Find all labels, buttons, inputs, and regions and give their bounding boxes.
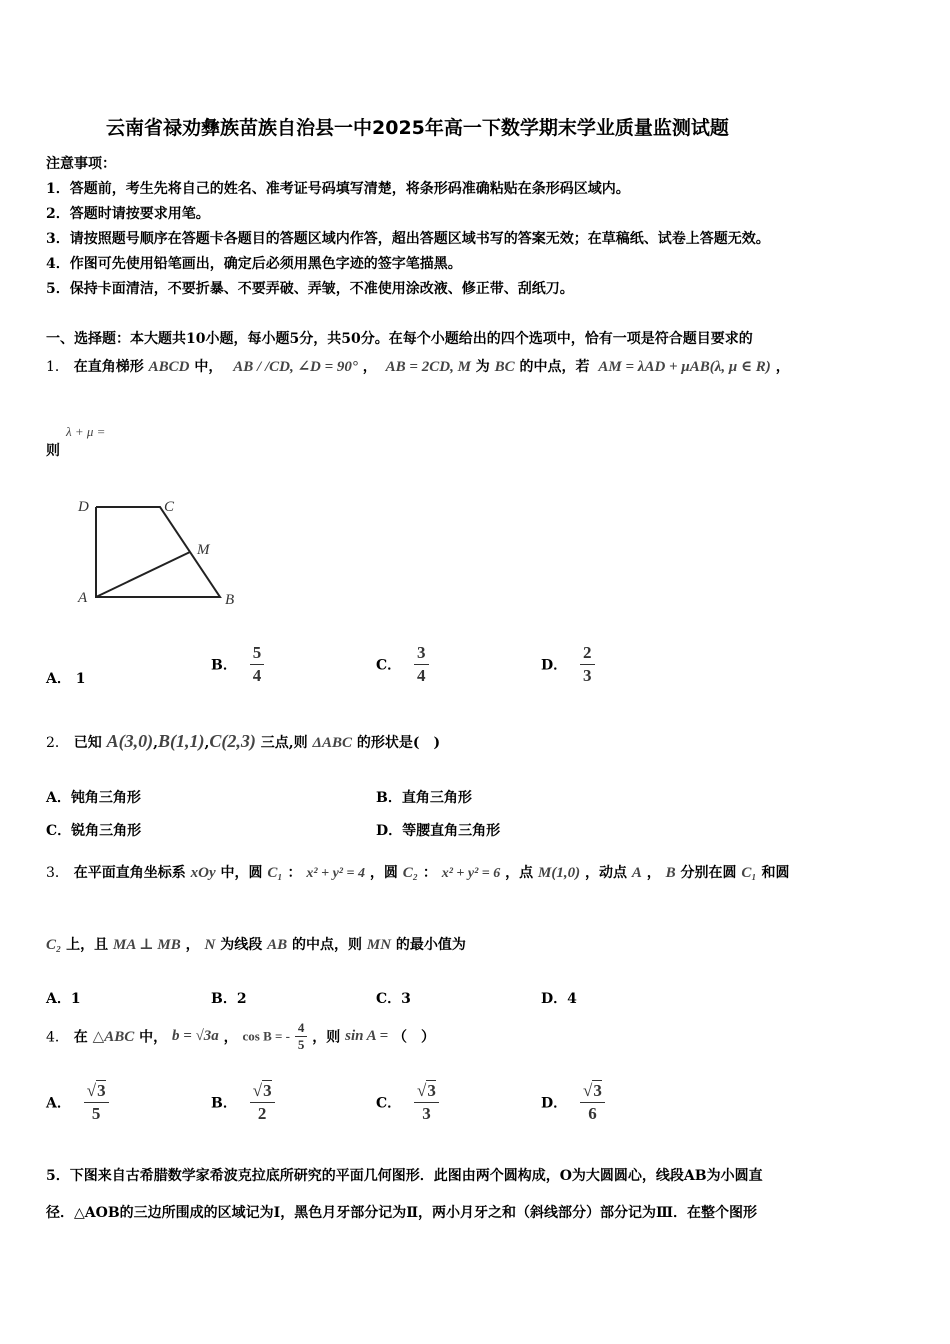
numerator: √3 [414,1080,439,1103]
numerator: √3 [580,1080,605,1103]
q1-option-b[interactable] [211,642,264,687]
option-label: C． [376,1095,402,1112]
q3-option-d[interactable] [541,988,577,1008]
q1-math: AM = λAD + μAB(λ, μ ∈ R) [598,359,771,375]
denominator: 3 [422,1104,431,1123]
option-value: 等腰直角三角形 [402,823,501,839]
q2-text: 的形状是( ) [356,735,441,751]
q3-text: 在平面直角坐标系 [73,865,186,881]
q2-option-b[interactable] [376,787,472,807]
option-label: C． [376,991,402,1007]
q3-text: 分别在圆 [680,865,737,881]
q2-text: 三点,则 [260,735,308,751]
denominator: 5 [91,1104,101,1123]
option-label: A． [46,1095,71,1112]
notice-item-2: 2．答题时请按要求用笔。 [46,206,210,222]
question-4 [46,1020,435,1053]
option-value: 钝角三角形 [70,790,141,806]
q3-math: B [665,865,676,881]
denominator: 6 [588,1104,597,1123]
q3-text: 和圆 [761,865,790,881]
notice-item-5: 5．保持卡面清洁，不要折暴、不要弄破、弄皱，不准使用涂改液、修正带、刮纸刀。 [46,281,574,297]
q3-text: 为线段 [220,937,263,953]
option-value: 3 [401,991,411,1007]
q3-math: C₂ [46,937,62,953]
label-m: M [197,542,210,558]
fraction [250,642,265,687]
q2-math: C(2,3) [209,731,256,751]
option-label: C． [46,823,72,839]
denominator: 4 [417,666,426,685]
numerator: √3 [84,1080,109,1103]
q1-text: 在直角梯形 [73,359,144,375]
q2-option-d[interactable] [376,820,500,840]
q1-math: AB = 2CD, M [385,359,471,375]
radicand: 3 [593,1081,602,1100]
q3-text: ： [422,865,437,881]
denominator: 5 [297,1037,305,1052]
q3-math: x² + y² = 4 [306,866,365,881]
denominator: 4 [252,666,262,685]
q3-option-c[interactable] [376,988,411,1008]
fraction [84,1080,109,1125]
numerator: 5 [250,642,265,665]
q1-option-a[interactable] [46,668,86,688]
q3-text: ， [646,865,661,881]
option-label: A． [46,671,71,687]
q3-math: A [631,865,642,881]
q4-option-d[interactable] [541,1080,605,1125]
q2-option-c[interactable] [46,820,141,840]
option-value: 2 [236,991,247,1007]
q3-text: 的最小值为 [395,937,466,953]
q2-text: , [153,735,159,751]
section-heading: 一、选择题：本大题共10小题，每小题5分，共50分。在每个小题给出的四个选项中，恰有一项是符合题目要求的 [46,331,753,347]
q1-option-c[interactable] [376,642,429,687]
q3-option-b[interactable] [211,988,247,1008]
option-label: B． [211,657,237,674]
numerator: 4 [295,1020,308,1037]
q1-expression: λ + μ = [66,424,106,439]
q2-text: 已知 [73,735,102,751]
option-label: B． [376,790,402,806]
q3-math: C₂ [402,865,418,881]
q3-text: ，动点 [585,865,627,881]
radicand: 3 [97,1081,106,1100]
q2-option-a[interactable] [46,787,141,807]
q3-math: x² + y² = 6 [441,866,501,881]
option-value: 锐角三角形 [71,823,142,839]
question-1 [46,356,790,376]
q2-math: A(3,0) [106,731,154,751]
label-c: C [164,499,175,515]
q3-math: C₁ [741,865,757,881]
q3-text: ，点 [505,865,534,881]
q2-math: B(1,1) [158,731,205,751]
q3-text: 的中点，则 [291,937,362,953]
fraction [414,642,429,687]
option-value: 直角三角形 [401,790,472,806]
q4-text: 中， [139,1029,168,1046]
question-5-line-2: 径．△AOB的三边所围成的区域记为Ⅰ，黑色月牙部分记为Ⅱ，两小月牙之和（斜线部分）部分记为Ⅲ．在整个图形 [46,1205,758,1221]
denominator: 2 [257,1104,267,1123]
q3-text: 中，圆 [220,865,263,881]
trapezoid-figure [70,490,250,615]
q4-math: cos B = - [242,1028,291,1044]
q4-option-a[interactable] [46,1080,109,1125]
q1-text: 的中点，若 [519,359,590,375]
q3-text: ： [287,865,302,881]
notice-heading: 注意事项： [46,156,116,172]
option-value: 1 [70,991,81,1007]
question-5-line-1: 5．下图来自古希腊数学家希波克拉底所研究的平面几何图形．此图由两个圆构成，O为大圆圆心，线段AB为小圆直 [46,1168,763,1184]
q4-text: 在 [73,1029,88,1046]
q2-number: 2． [46,735,69,751]
q1-math: ABCD [148,359,190,375]
q1-text: ， [775,359,790,375]
q1-text: 为 [475,359,490,375]
q4-math: sin A = [345,1028,389,1044]
q1-math: BC [494,359,515,375]
radicand: 3 [427,1081,436,1100]
q3-text: 上，且 [66,937,109,953]
option-label: D． [376,823,403,839]
label-b: B [225,592,235,608]
option-label: B． [211,1095,237,1112]
option-label: D． [541,991,568,1007]
q1-math: AB / /CD, ∠D = 90° [233,359,358,375]
fraction [580,1080,605,1125]
q4-number: 4． [46,1029,69,1046]
option-label: D． [541,1095,568,1112]
q3-number: 3． [46,865,69,881]
q2-math: ΔABC [312,735,352,751]
notice-item-4: 4．作图可先使用铅笔画出，确定后必须用黑色字迹的签字笔描黑。 [46,256,462,272]
q4-math: △ABC [92,1029,135,1045]
q3-text: ， [185,937,200,953]
label-d: D [78,499,89,515]
q3-math: N [204,937,216,953]
q3-math: MA ⊥ MB [112,937,181,953]
q4-text: ，则 [312,1029,341,1046]
q1-text: 中， [194,359,223,375]
q2-text: , [204,735,210,751]
q4-option-b[interactable] [211,1080,275,1125]
denominator: 3 [583,666,592,685]
notice-item-3: 3．请按照题号顺序在答题卡各题目的答题区域内作答，超出答题区域书写的答案无效；在草稿纸、试卷上答题无效。 [46,231,770,247]
q4-text: （ ） [393,1029,436,1046]
q4-math: b = √3a [171,1028,219,1044]
q3-math: M(1,0) [538,865,581,881]
question-2 [46,731,440,752]
option-label: B． [211,991,237,1007]
q3-math: AB [267,937,288,953]
option-label: C． [376,657,402,674]
fraction [250,1080,275,1125]
q1-number: 1． [46,359,69,375]
option-value: 4 [567,991,577,1007]
q3-text: ，圆 [369,865,398,881]
option-label: D． [541,657,568,674]
page-title: 云南省禄劝彝族苗族自治县一中2025年高一下数学期末学业质量监测试题 [106,117,729,139]
q4-text: ， [223,1029,238,1046]
question-3-cont [46,934,466,954]
numerator: 2 [580,642,595,665]
segment-am [96,552,190,597]
option-label: A． [46,790,71,806]
fraction [295,1020,308,1053]
fraction [414,1080,439,1125]
q4-option-c[interactable] [376,1080,439,1125]
notice-item-1: 1．答题前，考生先将自己的姓名、准考证号码填写清楚，将条形码准确粘贴在条形码区域内。 [46,181,630,197]
radicand: 3 [263,1081,272,1100]
option-label: A． [46,991,71,1007]
q3-math: MN [366,937,392,953]
numerator: √3 [250,1080,275,1103]
q1-then: 则 [46,443,60,459]
option-value: 1 [75,671,86,687]
q1-option-d[interactable] [541,642,595,687]
fraction [580,642,595,687]
label-a: A [78,590,88,606]
q3-math: C₁ [267,865,283,881]
numerator: 3 [414,642,429,665]
q3-option-a[interactable] [46,988,81,1008]
question-3 [46,862,790,882]
q3-math: xOy [190,865,216,881]
q1-text: ， [362,359,377,375]
